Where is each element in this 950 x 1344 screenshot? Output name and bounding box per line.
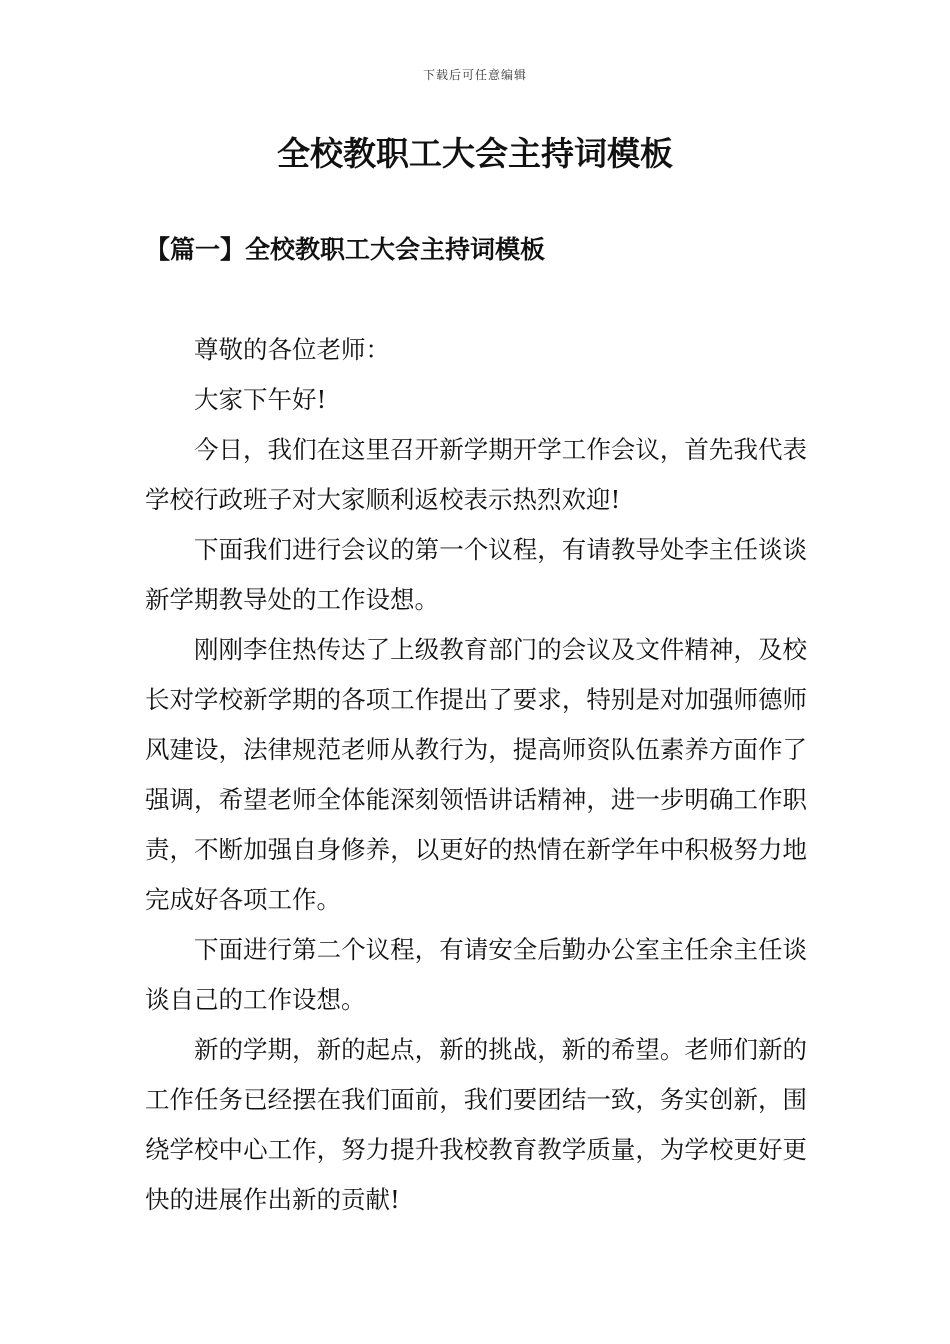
paragraph-agenda-one: 下面我们进行会议的第一个议程，有请教导处李主任谈谈新学期教导处的工作设想。	[145, 535, 807, 614]
paragraph-greeting: 尊敬的各位老师：	[194, 335, 390, 364]
paragraph-summary: 刚刚李住热传达了上级教育部门的会议及文件精神，及校长对学校新学期的各项工作提出了要求，特别是对加强师德师风建设，法律规范老师从教行为，提高师资队伍素养方面作了强调，希望老师全体能深刻领悟讲话精神，进一步明确工作职责，不断加强自身修养，以更好的热情在新学年中积极努力地完成好各项工作。	[145, 635, 807, 914]
paragraph-opening: 今日，我们在这里召开新学期开学工作会议，首先我代表学校行政班子对大家顺利返校表示热烈欢迎!	[145, 435, 807, 514]
section-heading: 【篇一】全校教职工大会主持词模板	[145, 235, 546, 264]
header-note: 下载后可任意编辑	[422, 68, 527, 82]
paragraph-agenda-two: 下面进行第二个议程，有请安全后勤办公室主任余主任谈谈自己的工作设想。	[145, 935, 807, 1014]
paragraph-salutation: 大家下午好!	[194, 385, 327, 414]
paragraph-closing: 新的学期，新的起点，新的挑战，新的希望。老师们新的工作任务已经摆在我们面前，我们要团结一致，务实创新，围绕学校中心工作，努力提升我校教育教学质量，为学校更好更快的进展作出新的贡献!	[145, 1035, 807, 1214]
document-title: 全校教职工大会主持词模板	[277, 134, 673, 173]
document-body	[145, 325, 807, 1225]
